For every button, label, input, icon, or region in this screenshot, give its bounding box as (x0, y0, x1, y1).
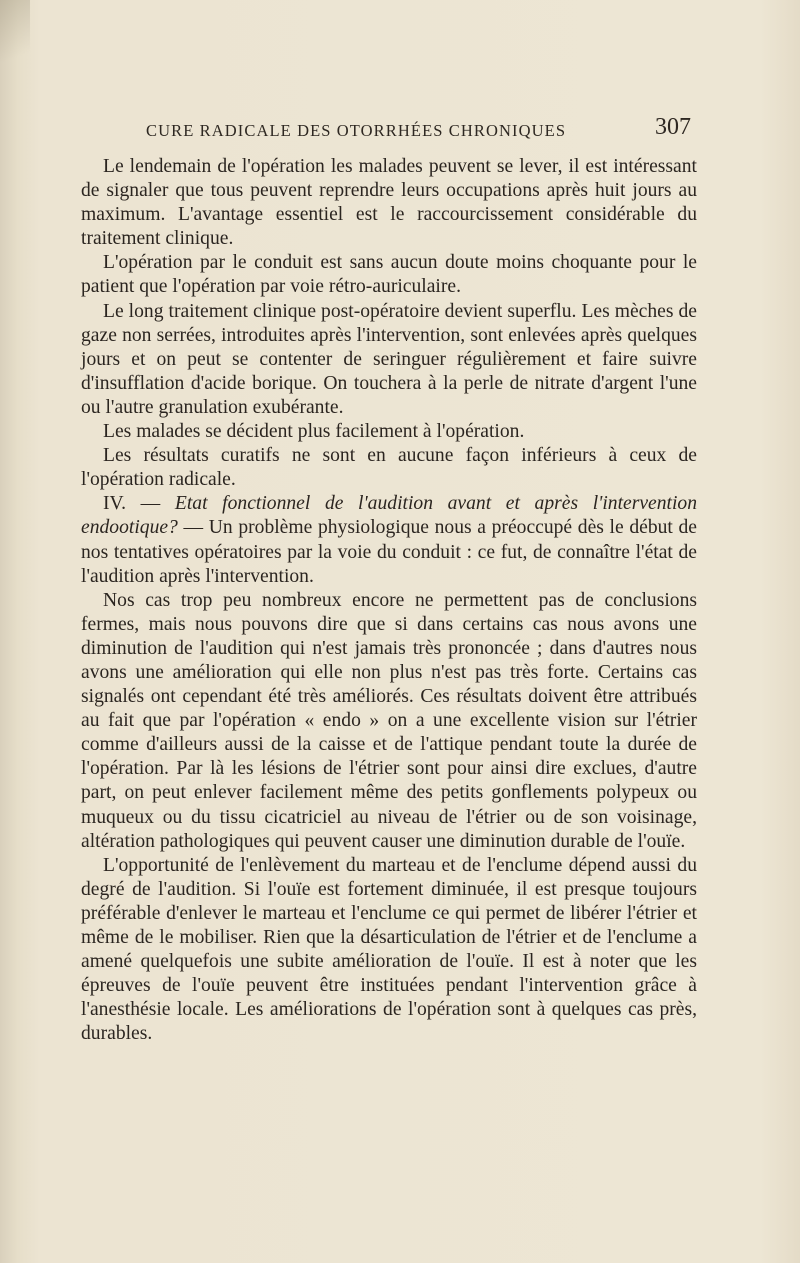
paragraph: Les malades se décident plus facilement à l'opération. (103, 421, 525, 443)
paragraph: Les résultats curatifs ne sont en aucune façon inférieurs à ceux de l'opération radicale. (81, 445, 697, 491)
paragraph: Le long traitement clinique post-opératoire devient superflu. Les mèches de gaze non serrées, introduites après l'intervention, sont enlevées après quelques jours et on peut se contenter de seringuer régulièrement et faire suivre d'insufflation d'acide borique. On touchera à la perle de nitrate d'argent l'une ou l'autre granulation exubérante. (81, 300, 697, 418)
section-title: Etat fonctionnel de l'audition avant et après l'intervention endootique? (81, 493, 698, 539)
section-text: — Un problème physiologique nous a préoccupé dès le début de nos tentatives opératoires par la voie du conduit : ce fut, de connaître l'état de l'audition après l'intervention. (81, 517, 697, 587)
page-edge-shadow (0, 0, 30, 80)
page-number: 307 (655, 114, 691, 140)
paragraph: Le lendemain de l'opération les malades peuvent se lever, il est intéressant de signaler que tous peuvent reprendre leurs occupations après huit jours au maximum. L'avantage essentiel est le raccourcissement considérable du traitement clinique. (81, 156, 697, 250)
paragraph: Nos cas trop peu nombreux encore ne permettent pas de conclusions fermes, mais nous pouvons dire que si dans certains cas nous avons une diminution de l'audition qui n'est jamais très prononcée ; dans d'autres nous avons une amélioration qui elle non plus n'est pas très forte. Certains cas signalés ont cependant été très améliorés. Ces résultats doivent être attribués au fait que par l'opération « endo » on a une excellente vision sur l'étrier comme d'ailleurs aussi de la caisse et de l'attique pendant toute la durée de l'opération. Par là les lésions de l'étrier sont pour ainsi dire exclues, d'autre part, on peut enlever facilement même des petits gonflements polypeux ou muqueux ou du tissu cicatriciel au niveau de l'étrier ou de son voisinage, altération pathologiques qui peuvent causer une diminution durable de l'ouïe. (81, 589, 697, 852)
paragraph: L'opportunité de l'enlèvement du marteau et de l'enclume dépend aussi du degré de l'audition. Si l'ouïe est fortement diminuée, il est presque toujours préférable d'enlever le marteau et l'enclume ce qui permet de libérer l'étrier et même de le mobiliser. Rien que la désarticulation de l'étrier et de l'enclume a amené quelquefois une subite amélioration de l'ouïe. Il est à noter que les épreuves de l'ouïe peuvent être instituées pendant l'intervention grâce à l'anesthésie locale. Les améliorations de l'opération sont à quelques cas près, durables. (81, 854, 697, 1045)
running-head: CURE RADICALE DES OTORRHÉES CHRONIQUES (146, 121, 567, 140)
paragraph: L'opération par le conduit est sans aucun doute moins choquante pour le patient que l'opération par voie rétro-auriculaire. (81, 252, 697, 298)
section-number: IV. — (103, 493, 175, 515)
page-header (146, 114, 691, 144)
body-text (81, 155, 697, 1046)
section-iv-paragraph (81, 492, 697, 588)
